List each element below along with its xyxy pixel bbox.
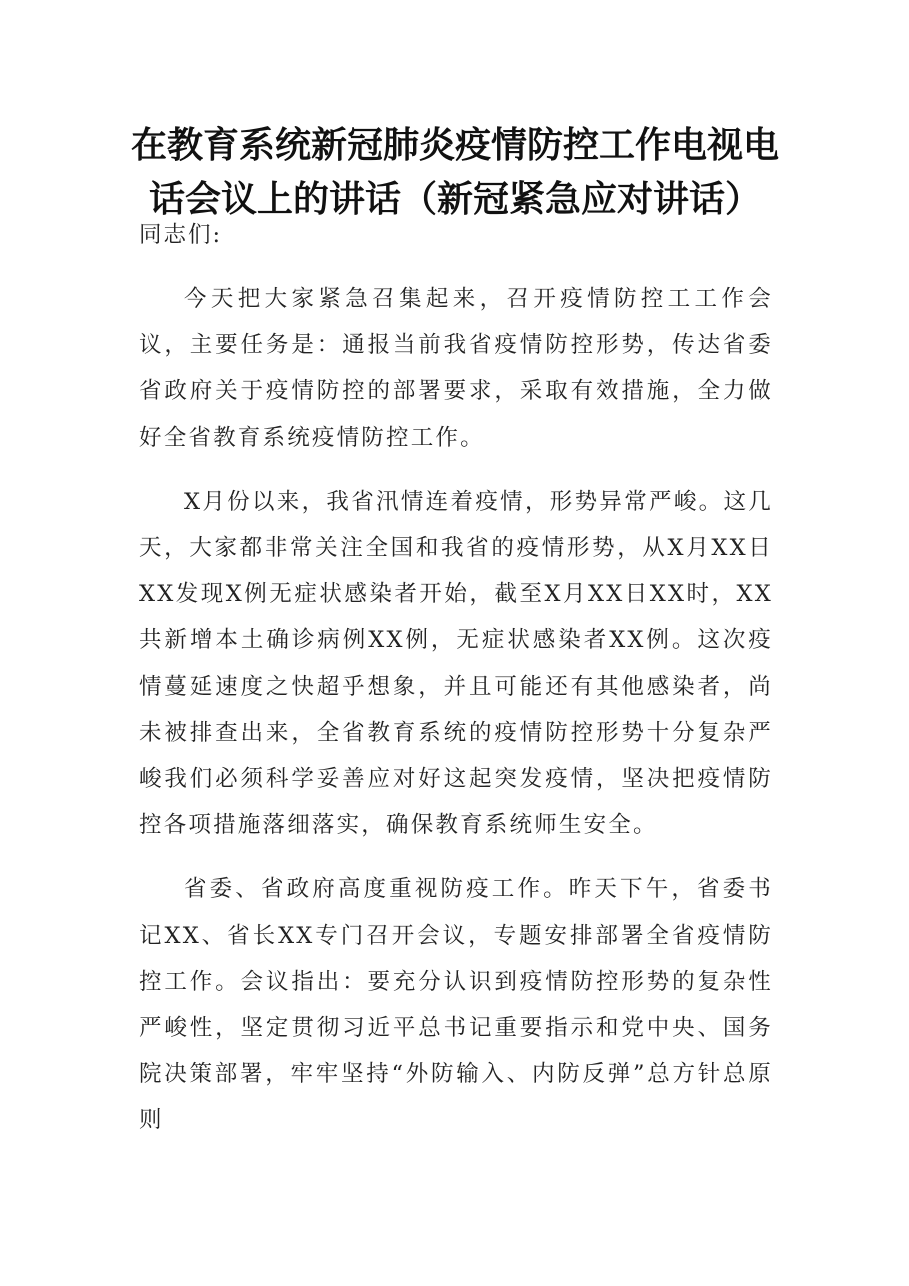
- paragraph-3: 省委、省政府高度重视防疫工作。昨天下午，省委书记XX、省长XX专门召开会议，专题安排部署全省疫情防控工作。会议指出：要充分认识到疫情防控形势的复杂性严峻性，坚定贯彻习近平总书记重要指示和党中央、国务院决策部署，牢牢坚持“外防输入、内防反弹”总方针总原则: [139, 876, 773, 1134]
- document-body: [139, 212, 773, 1162]
- salutation: 同志们:: [139, 222, 223, 248]
- document-title: 在教育系统新冠肺炎疫情防控工作电视电话会议上的讲话（新冠紧急应对讲话）: [130, 124, 779, 220]
- paragraph-1: 今天把大家紧急召集起来，召开疫情防控工工作会议，主要任务是：通报当前我省疫情防控形势，传达省委省政府关于疫情防控的部署要求，采取有效措施，全力做好全省教育系统疫情防控工作。: [139, 286, 773, 451]
- paragraph-2: X月份以来，我省汛情连着疫情，形势异常严峻。这几天，大家都非常关注全国和我省的疫情形势，从X月XX日XX发现X例无症状感染者开始，截至X月XX日XX时，XX共新增本土确诊病例XX例，无症状感染者XX例。这次疫情蔓延速度之快超乎想象，并且可能还有其他感染者，尚未被排查出来，全省教育系统的疫情防控形势十分复杂严峻我们必须科学妥善应对好这起突发疫情，坚决把疫情防控各项措施落细落实，确保教育系统师生安全。: [139, 488, 773, 839]
